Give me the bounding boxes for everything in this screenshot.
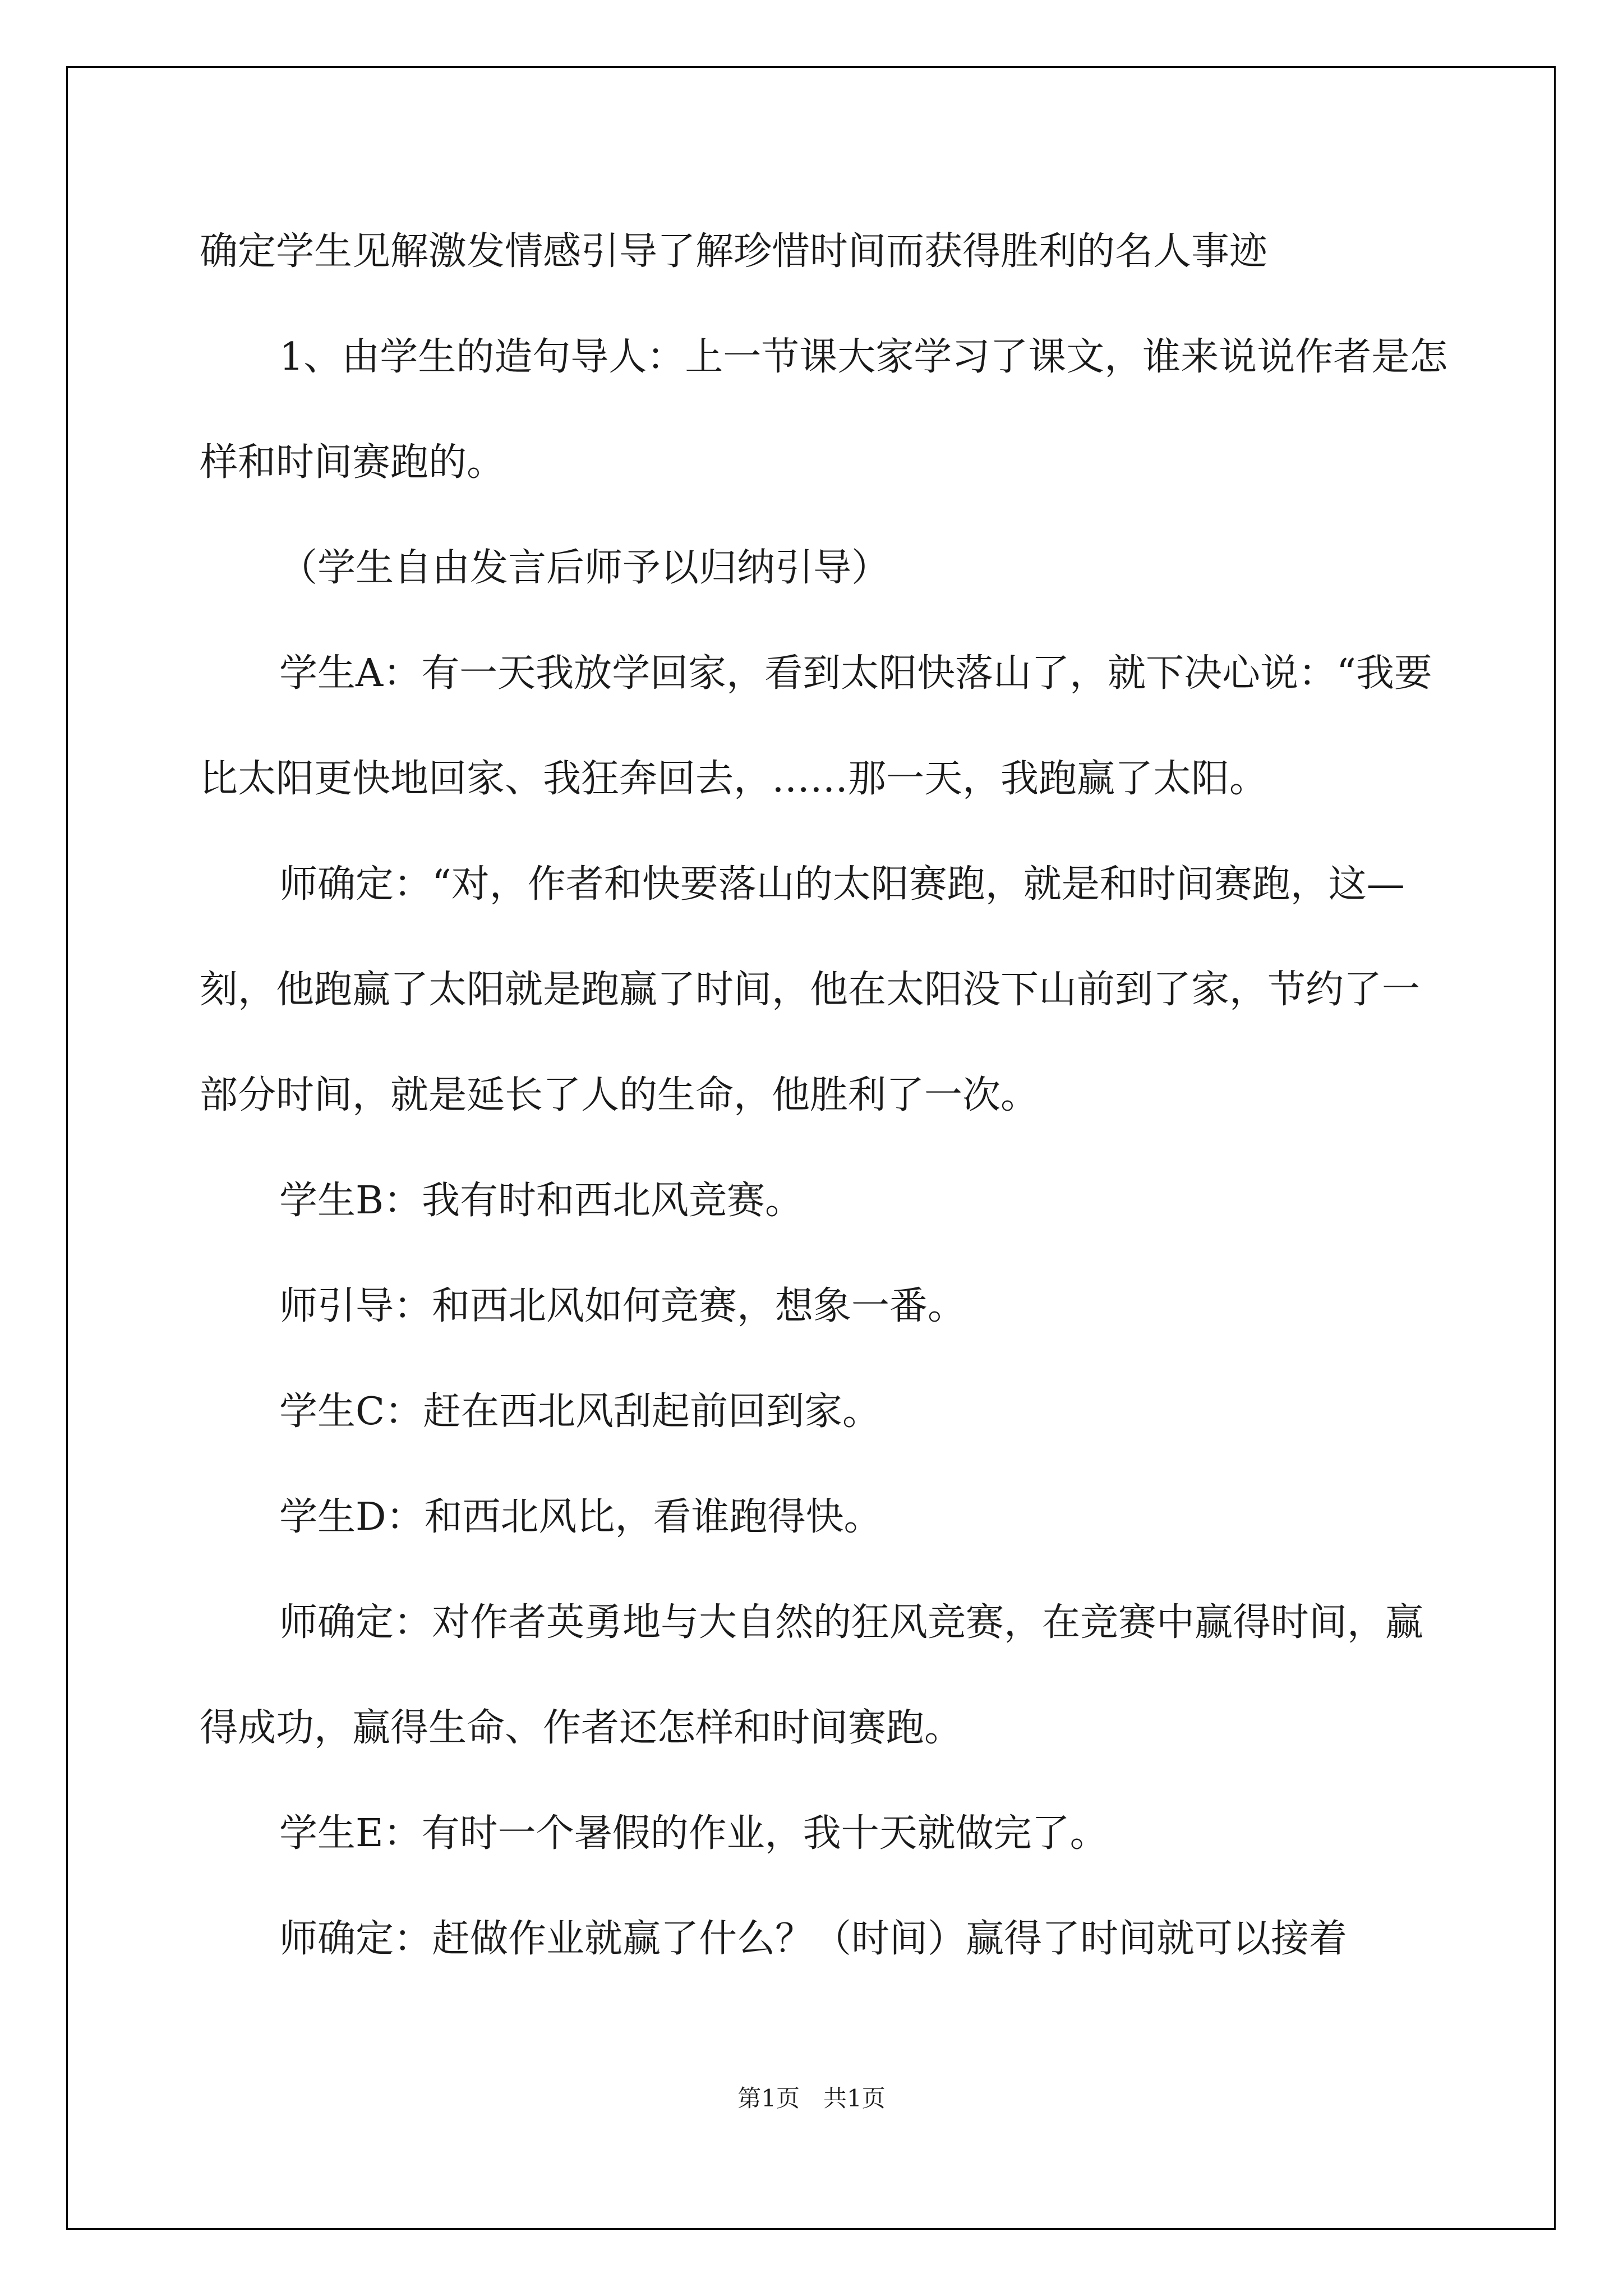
paragraph-4: 学生A：有一天我放学回家，看到太阳快落山了，就下决心说：“我要比太阳更快地回家、我狂奔回去，……那一天，我跑赢了太阳。 xyxy=(200,651,1432,801)
paragraph-3: （学生自由发言后师予以归纳引导） xyxy=(279,546,890,590)
paragraph-8: 学生C：赶在西北风刮起前回到家。 xyxy=(279,1389,881,1434)
paragraph-7: 师引导：和西北风如何竞赛，想象一番。 xyxy=(279,1284,966,1328)
paragraph-2: 1、由学生的造句导人：上一节课大家学习了课文，谁来说说作者是怎样和时间赛跑的。 xyxy=(200,335,1448,485)
page-number-footer: 第1页 共1页 xyxy=(737,2085,886,2112)
paragraph-6: 学生B：我有时和西北风竞赛。 xyxy=(279,1179,803,1223)
paragraph-10: 师确定：对作者英勇地与大自然的狂风竞赛，在竞赛中赢得时间，赢得成功，赢得生命、作者还怎样和时间赛跑。 xyxy=(200,1600,1424,1750)
paragraph-1: 确定学生见解激发情感引导了解珍惜时间而获得胜利的名人事迹 xyxy=(200,229,1268,274)
paragraph-9: 学生D：和西北风比，看谁跑得快。 xyxy=(279,1495,882,1539)
paragraph-5: 师确定：“对，作者和快要落山的太阳赛跑，就是和时间赛跑，这—刻，他跑赢了太阳就是跑赢了时间，他在太阳没下山前到了家，节约了一部分时间，就是延长了人的生命，他胜利了一次。 xyxy=(200,862,1421,1117)
paragraph-12: 师确定：赶做作业就赢了什么？（时间）赢得了时间就可以接着 xyxy=(279,1917,1348,1961)
paragraph-11: 学生E：有时一个暑假的作业，我十天就做完了。 xyxy=(279,1811,1108,1856)
